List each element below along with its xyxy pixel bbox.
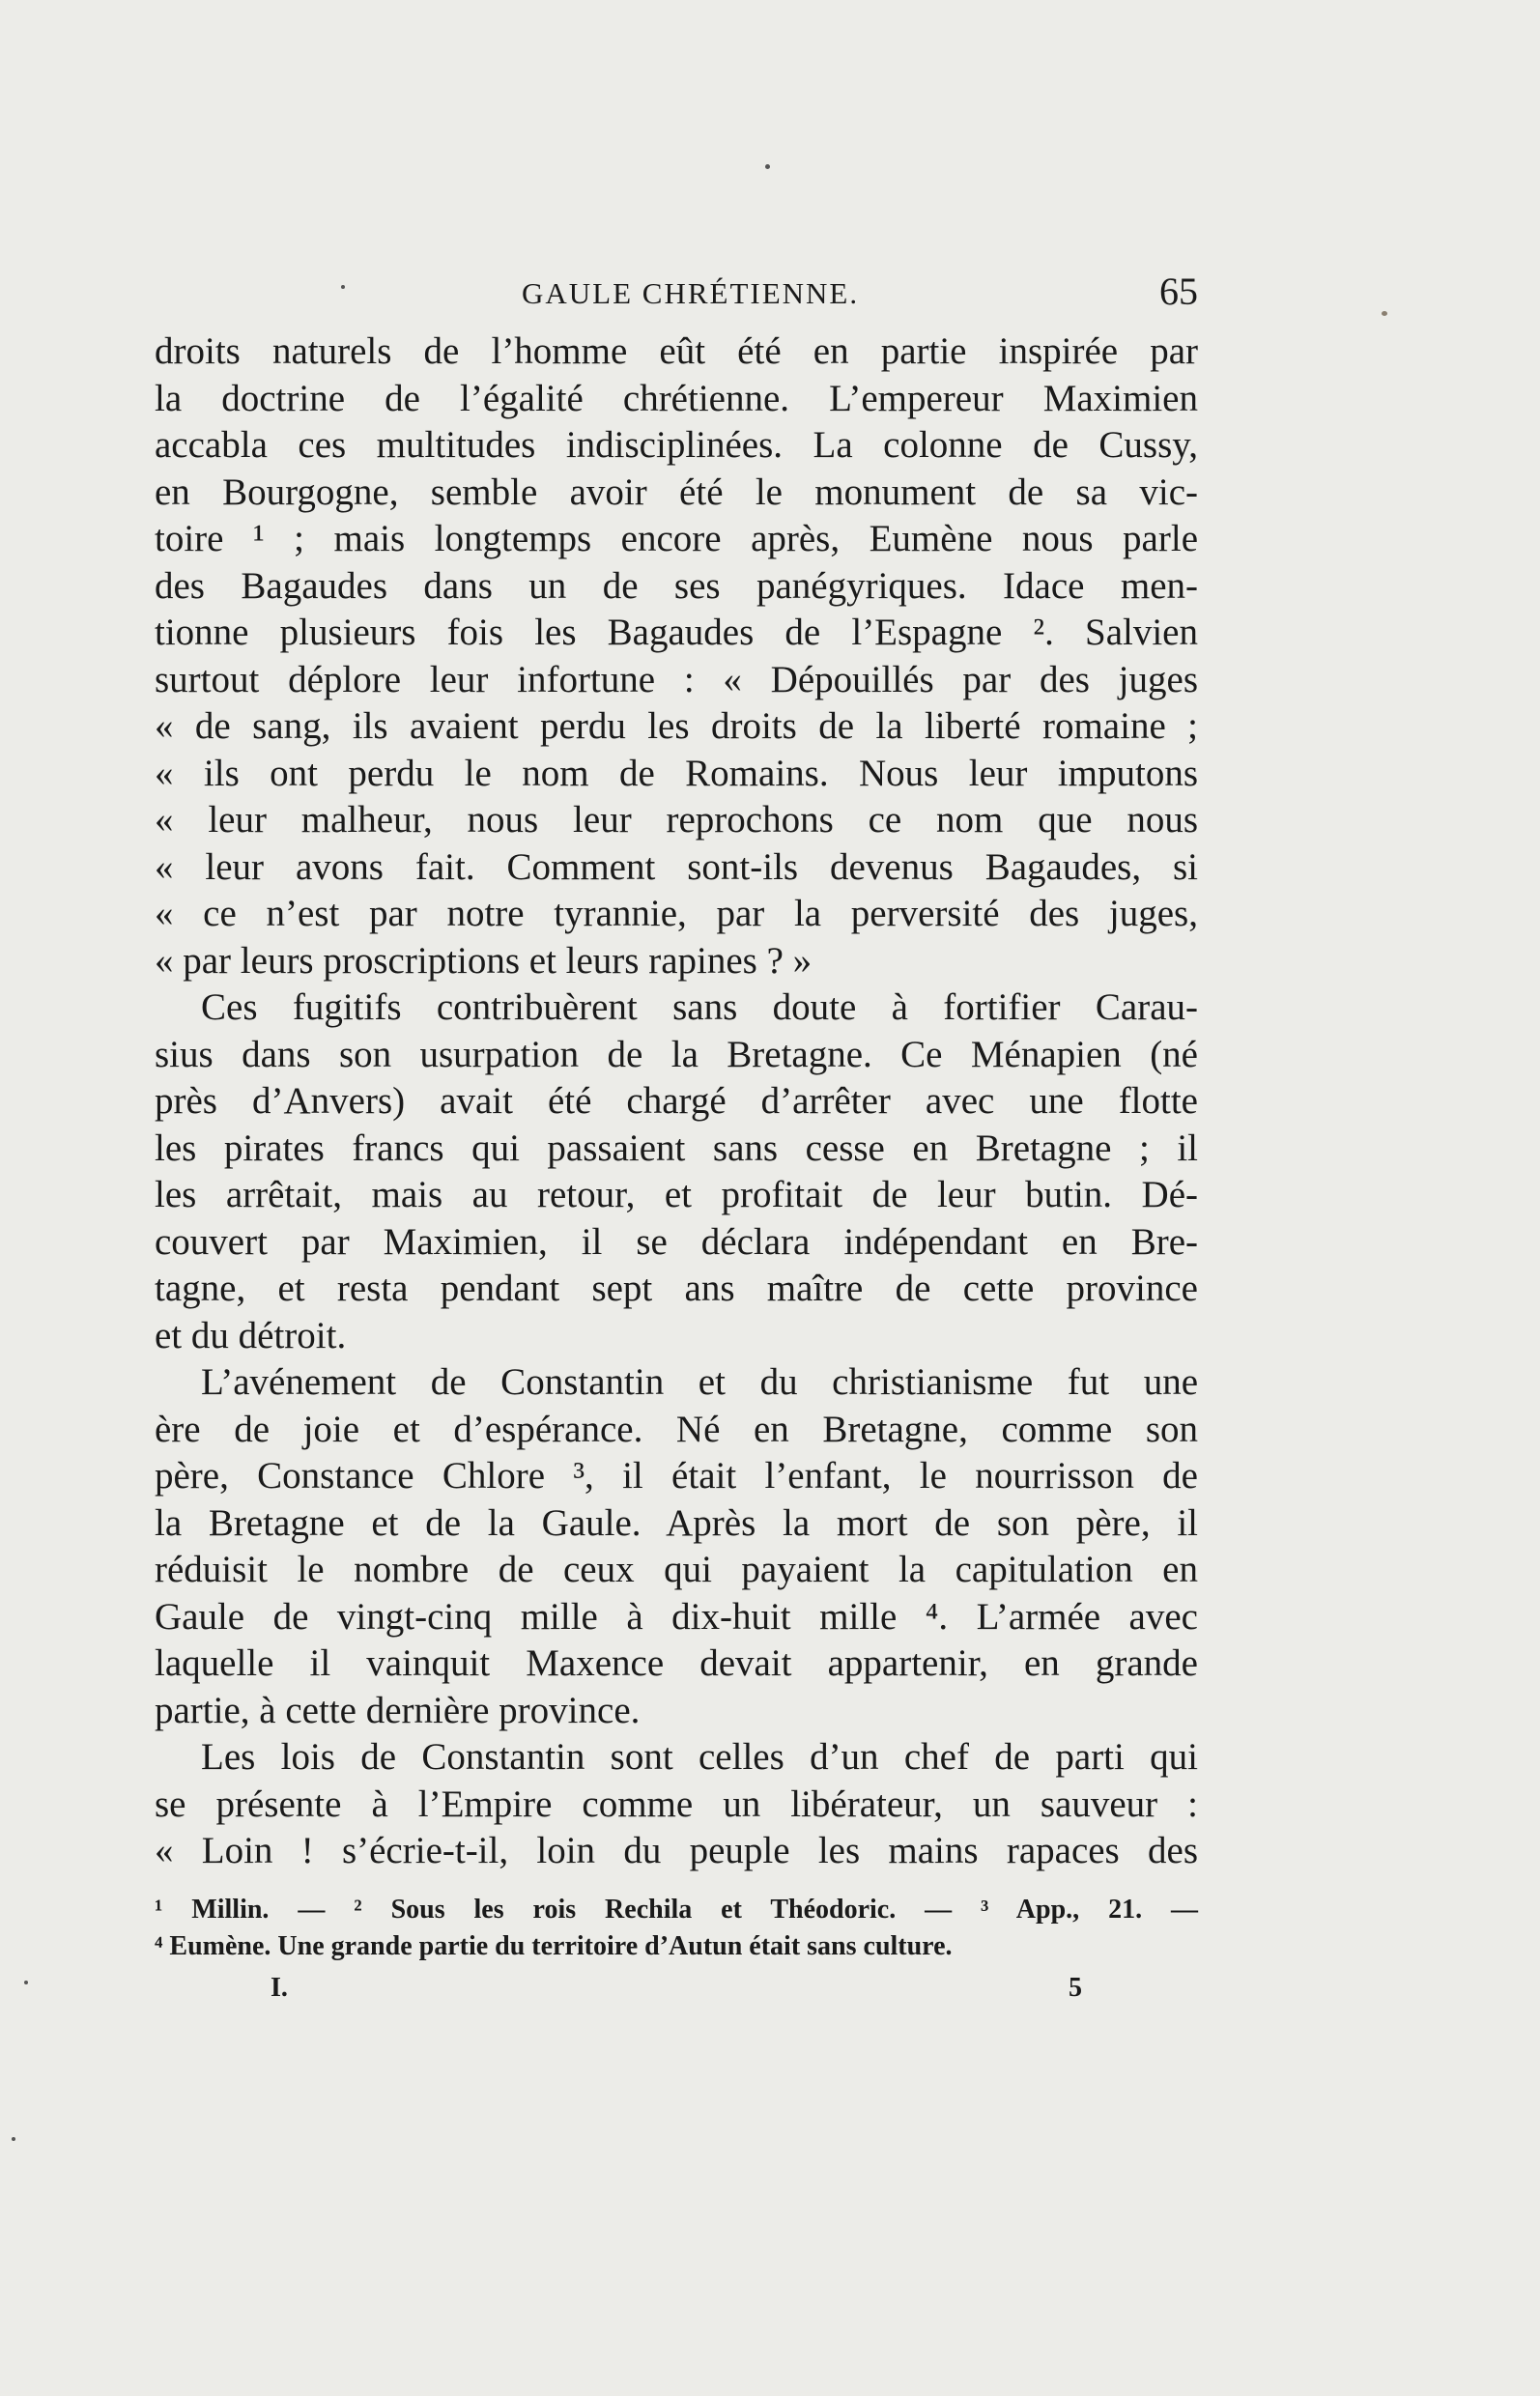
text-line: réduisit le nombre de ceux qui payaient la capitulation en bbox=[155, 1549, 1198, 1590]
text-line: laquelle il vainquit Maxence devait appartenir, en grande bbox=[155, 1642, 1198, 1684]
text-line: et du détroit. bbox=[155, 1314, 347, 1356]
body-text bbox=[155, 328, 1198, 1875]
text-line: les pirates francs qui passaient sans cesse en Bretagne ; il bbox=[155, 1127, 1198, 1169]
signature-volume: I. bbox=[271, 1973, 288, 2003]
paper-speck bbox=[1382, 311, 1387, 316]
page-number: 65 bbox=[1159, 270, 1198, 313]
text-line: Les lois de Constantin sont celles d’un chef de parti qui bbox=[201, 1736, 1198, 1778]
text-line: des Bagaudes dans un de ses panégyriques. Idace men- bbox=[155, 564, 1198, 607]
text-line: Ces fugitifs contribuèrent sans doute à fortifier Carau- bbox=[201, 986, 1198, 1028]
text-line: les arrêtait, mais au retour, et profitait de leur butin. Dé- bbox=[155, 1174, 1198, 1215]
text-line: en Bourgogne, semble avoir été le monument de sa vic- bbox=[155, 471, 1198, 513]
text-line: tagne, et resta pendant sept ans maître de cette province bbox=[155, 1268, 1198, 1309]
page-header bbox=[155, 269, 1198, 317]
text-line: couvert par Maximien, il se déclara indépendant en Bre- bbox=[155, 1220, 1198, 1263]
text-line: près d’Anvers) avait été chargé d’arrêter avec une flotte bbox=[155, 1080, 1198, 1122]
text-line: « de sang, ils avaient perdu les droits de la liberté romaine ; bbox=[155, 705, 1198, 747]
text-line: accabla ces multitudes indisciplinées. La colonne de Cussy, bbox=[155, 424, 1198, 466]
paper-speck bbox=[12, 2137, 15, 2141]
text-line: L’avénement de Constantin et du christianisme fut une bbox=[201, 1361, 1198, 1403]
text-line: « par leurs proscriptions et leurs rapines ? » bbox=[155, 939, 813, 982]
paper-speck bbox=[341, 285, 345, 289]
text-line: droits naturels de l’homme eût été en partie inspirée par bbox=[155, 330, 1198, 372]
text-line: la doctrine de l’égalité chrétienne. L’empereur Maximien bbox=[155, 377, 1198, 419]
paper-speck bbox=[24, 1981, 28, 1984]
printer-signature bbox=[271, 1973, 1082, 2011]
text-line: sius dans son usurpation de la Bretagne. Ce Ménapien (né bbox=[155, 1033, 1198, 1075]
text-line: « leur avons fait. Comment sont-ils devenus Bagaudes, si bbox=[155, 845, 1198, 888]
text-line: « ce n’est par notre tyrannie, par la perversité des juges, bbox=[155, 893, 1198, 934]
text-line: « ils ont perdu le nom de Romains. Nous leur imputons bbox=[155, 752, 1198, 794]
text-line: Gaule de vingt-cinq mille à dix-huit mille ⁴. L’armée avec bbox=[155, 1595, 1198, 1638]
text-line: la Bretagne et de la Gaule. Après la mort de son père, il bbox=[155, 1501, 1198, 1544]
text-line: « leur malheur, nous leur reprochons ce nom que nous bbox=[155, 799, 1198, 841]
text-line: tionne plusieurs fois les Bagaudes de l’Espagne ². Salvien bbox=[155, 612, 1198, 653]
paper-speck bbox=[765, 164, 770, 169]
running-title: GAULE CHRÉTIENNE. bbox=[522, 276, 860, 310]
text-line: se présente à l’Empire comme un libérateur, un sauveur : bbox=[155, 1783, 1198, 1825]
signature-gathering: 5 bbox=[1069, 1973, 1082, 2003]
footnote-line: ¹ Millin. — ² Sous les rois Rechila et Théodoric. — ³ App., 21. — bbox=[155, 1895, 1198, 1925]
text-line: surtout déplore leur infortune : « Dépouillés par des juges bbox=[155, 658, 1198, 700]
footnote-line: ⁴ Eumène. Une grande partie du territoire d’Autun était sans culture. bbox=[155, 1931, 953, 1961]
text-line: partie, à cette dernière province. bbox=[155, 1689, 641, 1731]
text-line: toire ¹ ; mais longtemps encore après, Eumène nous parle bbox=[155, 518, 1198, 559]
text-line: « Loin ! s’écrie-t-il, loin du peuple les mains rapaces des bbox=[155, 1830, 1198, 1871]
text-line: père, Constance Chlore ³, il était l’enfant, le nourrisson de bbox=[155, 1455, 1198, 1497]
footnotes bbox=[155, 1892, 1198, 1965]
text-line: ère de joie et d’espérance. Né en Bretagne, comme son bbox=[155, 1408, 1198, 1450]
